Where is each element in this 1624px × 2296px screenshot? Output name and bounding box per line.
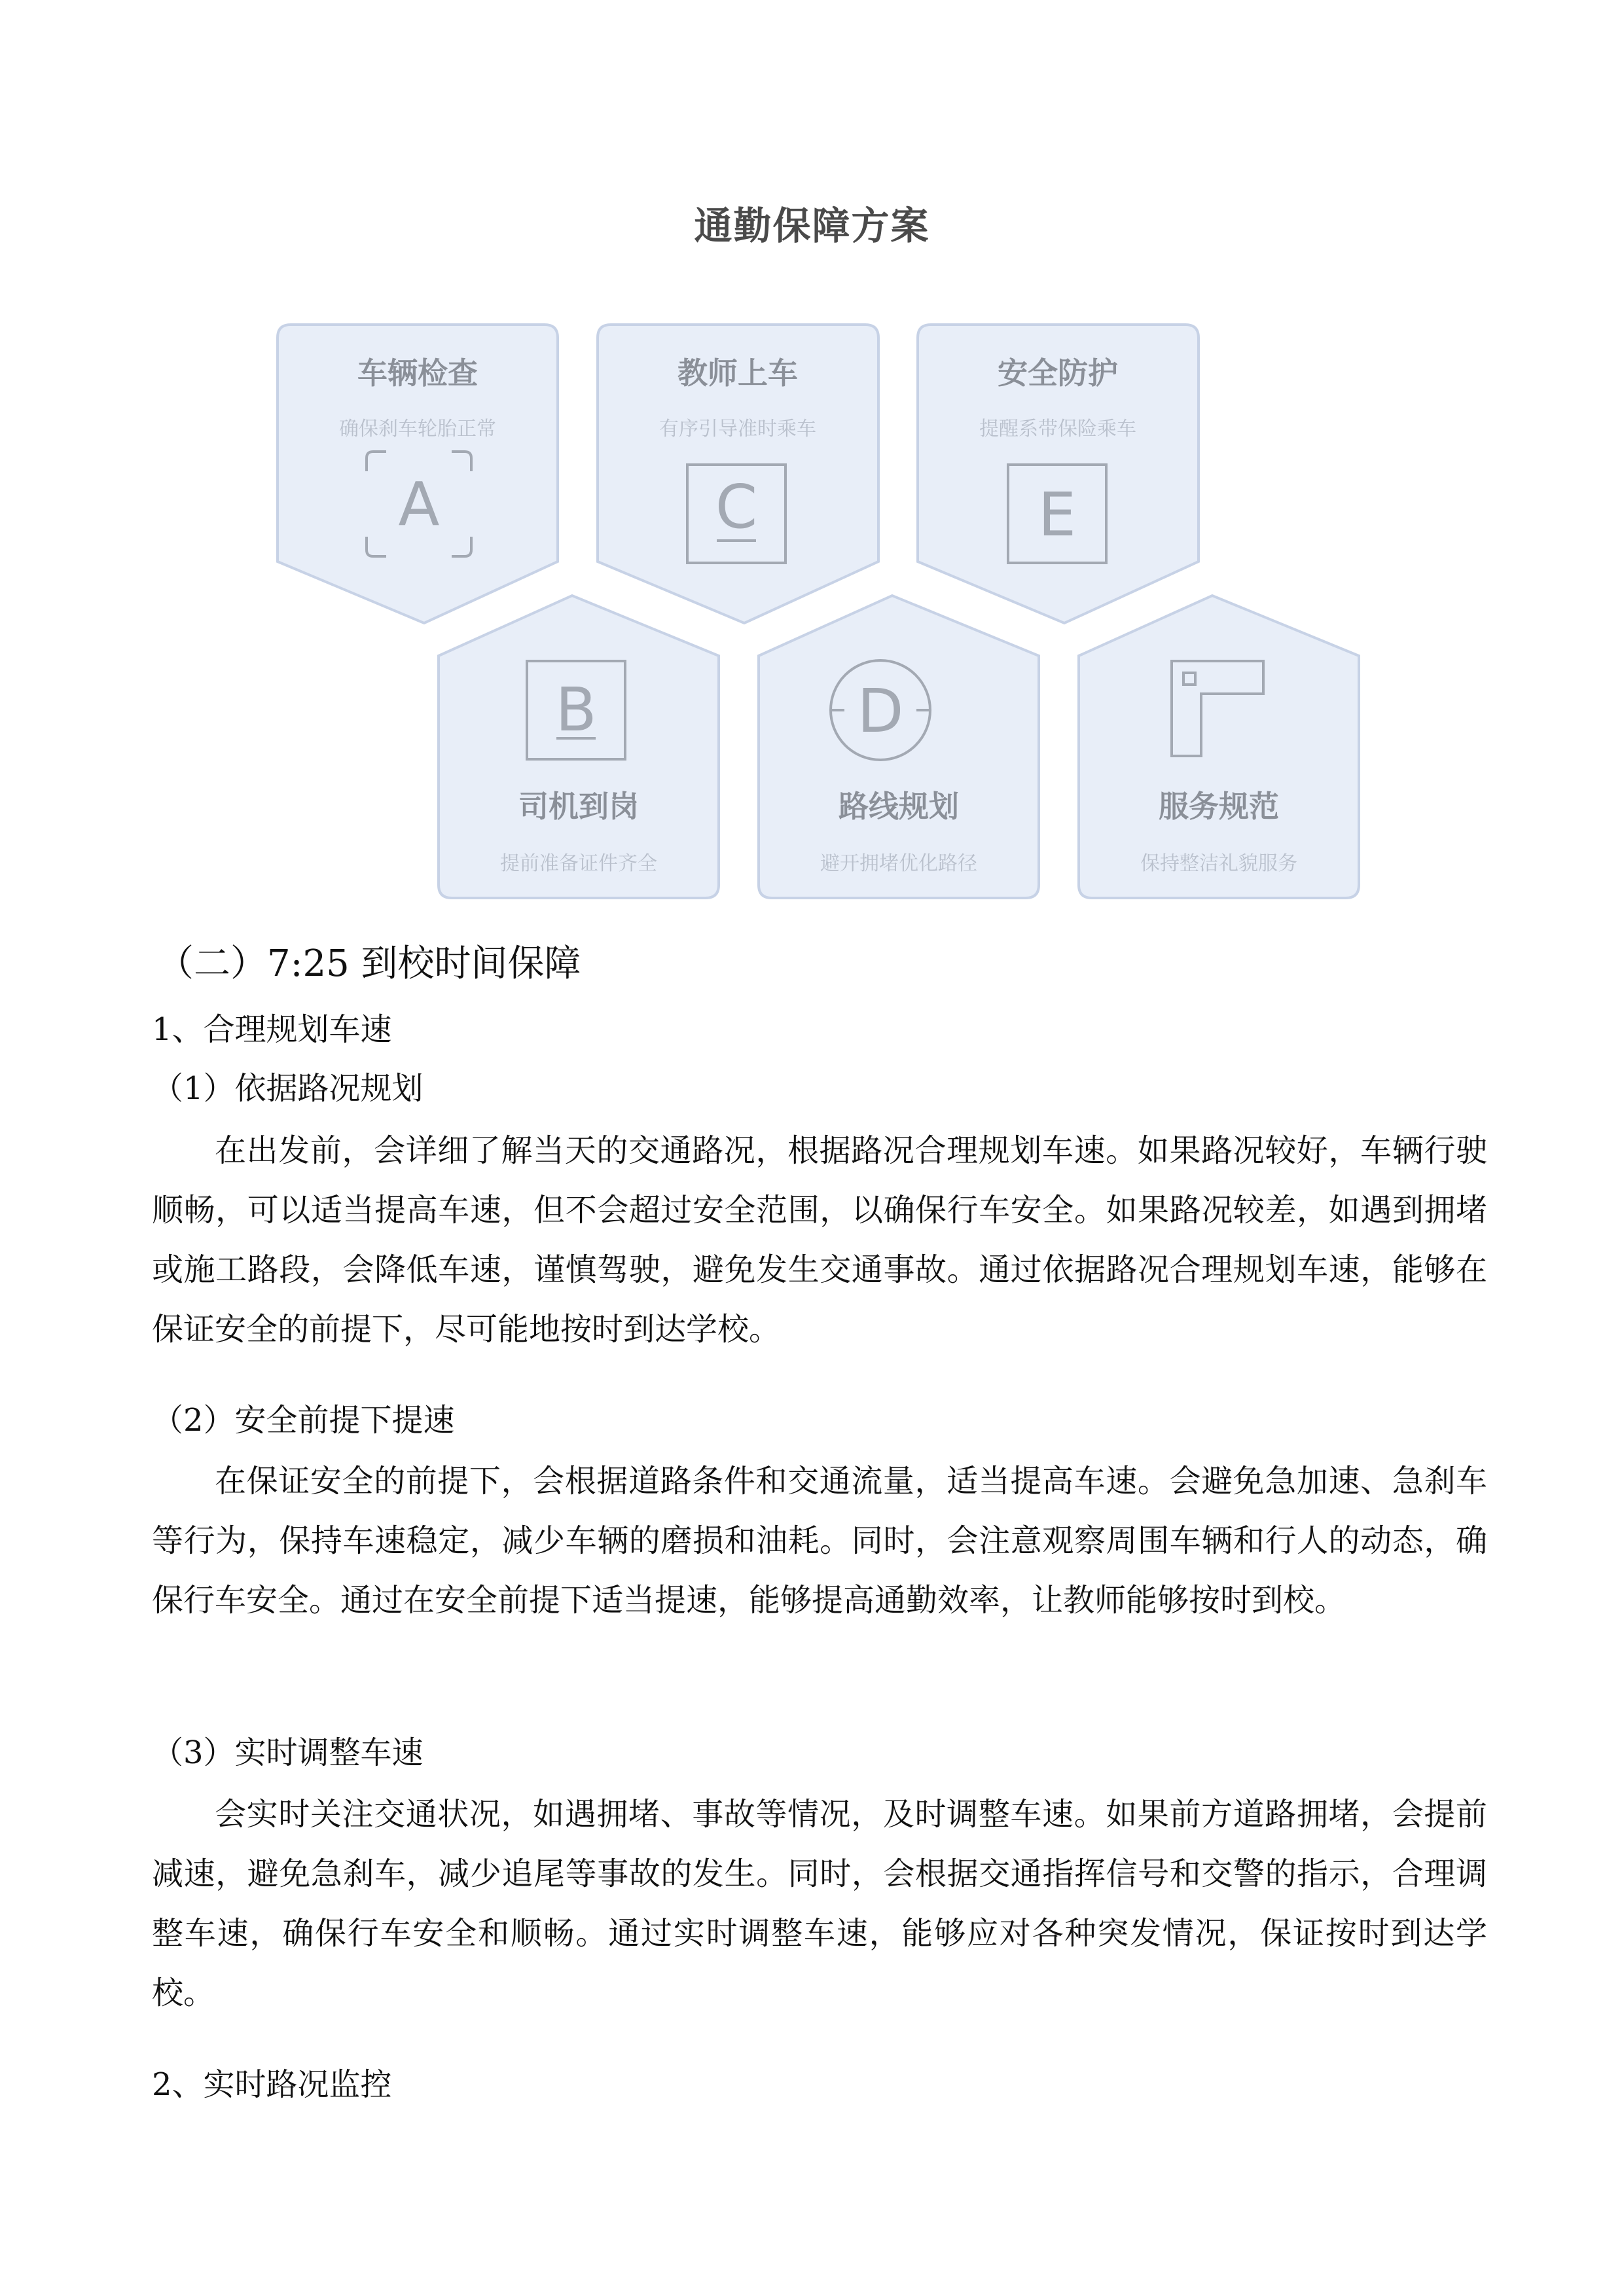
card-title-f: 服务规范 bbox=[1159, 789, 1279, 824]
card-subtitle-f: 保持整洁礼貌服务 bbox=[1140, 852, 1297, 875]
section-heading: （二）7:25 到校时间保障 bbox=[157, 942, 581, 985]
card-letter-b: B bbox=[555, 675, 597, 745]
subheading-1: （1）依据路况规划 bbox=[152, 1070, 424, 1107]
paragraph-3: 会实时关注交通状况，如遇拥堵、事故等情况，及时调整车速。如果前方道路拥堵，会提前减速，避免急刹车，减少追尾等事故的发生。同时，会根据交通指挥信号和交警的指示，合理调整车速，确保行车安全和顺畅。通过实时调整车速，能够应对各种突发情况，保证按时到达学校。 bbox=[152, 1796, 1487, 2011]
heading-2: 2、实时路况监控 bbox=[152, 2066, 392, 2103]
card-title-e: 安全防护 bbox=[998, 355, 1118, 391]
diagram-title: 通勤保障方案 bbox=[694, 204, 930, 248]
card-title-b: 司机到岗 bbox=[518, 789, 639, 824]
card-subtitle-d: 避开拥堵优化路径 bbox=[820, 852, 977, 875]
heading-1: 1、合理规划车速 bbox=[152, 1011, 392, 1048]
paragraph-2: 在保证安全的前提下，会根据道路条件和交通流量，适当提高车速。会避免急加速、急刹车等行为，保持车速稳定，减少车辆的磨损和油耗。同时，会注意观察周围车辆和行人的动态，确保行车安全。通过在安全前提下适当提速，能够提高通勤效率，让教师能够按时到校。 bbox=[152, 1463, 1487, 1619]
card-title-c: 教师上车 bbox=[677, 355, 798, 391]
subheading-2: （2）安全前提下提速 bbox=[152, 1402, 455, 1439]
card-letter-a: A bbox=[398, 469, 440, 539]
card-subtitle-b: 提前准备证件齐全 bbox=[500, 852, 657, 875]
diagram-shapes bbox=[0, 0, 1624, 916]
card-letter-c: C bbox=[715, 472, 758, 542]
commute-plan-diagram bbox=[0, 0, 1624, 916]
subheading-3: （3）实时调整车速 bbox=[152, 1734, 424, 1771]
card-letter-d: D bbox=[857, 676, 904, 746]
card-subtitle-e: 提醒系带保险乘车 bbox=[979, 418, 1136, 440]
card-letter-e: E bbox=[1038, 480, 1077, 550]
card-subtitle-a: 确保刹车轮胎正常 bbox=[339, 418, 496, 440]
card-title-d: 路线规划 bbox=[839, 789, 959, 824]
card-title-a: 车辆检查 bbox=[357, 355, 478, 391]
card-subtitle-c: 有序引导准时乘车 bbox=[659, 418, 816, 440]
paragraph-1: 在出发前，会详细了解当天的交通路况，根据路况合理规划车速。如果路况较好，车辆行驶顺畅，可以适当提高车速，但不会超过安全范围，以确保行车安全。如果路况较差，如遇到拥堵或施工路段，会降低车速，谨慎驾驶，避免发生交通事故。通过依据路况合理规划车速，能够在保证安全的前提下，尽可能地按时到达学校。 bbox=[152, 1132, 1487, 1348]
